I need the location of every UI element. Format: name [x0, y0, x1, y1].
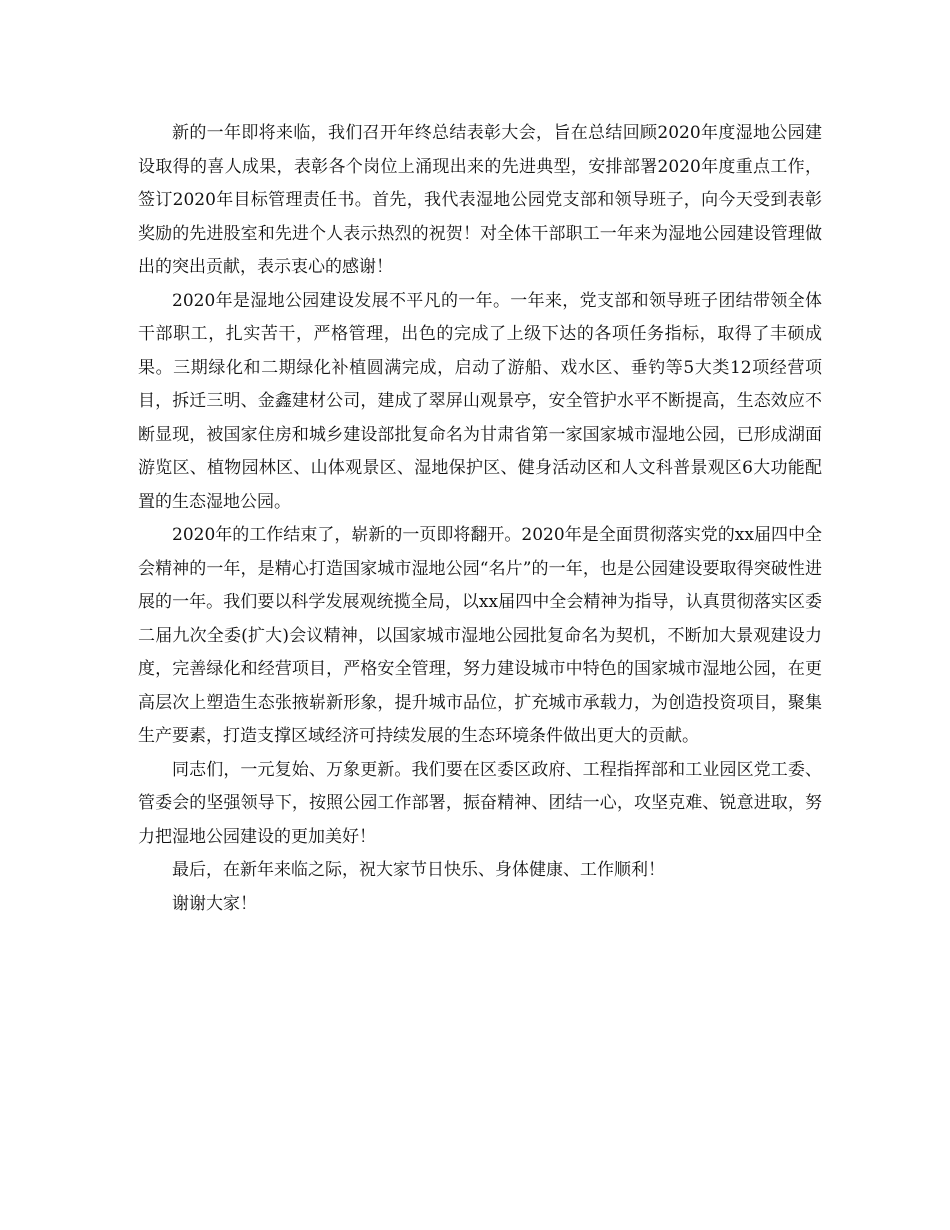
paragraph-thanks: 谢谢大家！ [172, 893, 257, 914]
paragraph-new-year-wishes: 最后，在新年来临之际，祝大家节日快乐、身体健康、工作顺利！ [172, 860, 665, 880]
paragraph-call-to-action: 同志们，一元复始、万象更新。我们要在区委区政府、工程指挥部和工业园区党工委、管委会的坚强领导下，按照公园工作部署，振奋精神、团结一心，攻坚克难、锐意进取，努力把湿地公园建设的更加美好！ [138, 759, 822, 847]
document-body [138, 117, 822, 921]
paragraph-achievements: 2020年是湿地公园建设发展不平凡的一年。一年来，党支部和领导班子团结带领全体干部职工，扎实苦干，严格管理，出色的完成了上级下达的各项任务指标，取得了丰硕成果。三期绿化和二期绿化补植圆满完成，启动了游船、戏水区、垂钓等5大类12项经营项目，拆迁三明、金鑫建材公司，建成了翠屏山观景亭，安全管护水平不断提高，生态效应不断显现，被国家住房和城乡建设部批复命名为甘肃省第一家国家城市湿地公园，已形成湖面游览区、植物园林区、山体观景区、湿地保护区、健身活动区和人文科普景观区6大功能配置的生态湿地公园。 [138, 290, 822, 512]
paragraph-outlook: 2020年的工作结束了，崭新的一页即将翻开。2020年是全面贯彻落实党的xx届四中全会精神的一年，是精心打造国家城市湿地公园“名片”的一年，也是公园建设要取得突破性进展的一年。我们要以科学发展观统揽全局，以xx届四中全会精神为指导，认真贯彻落实区委二届九次全委(扩大)会议精神，以国家城市湿地公园批复命名为契机，不断加大景观建设力度，完善绿化和经营项目，严格安全管理，努力建设城市中特色的国家城市湿地公园，在更高层次上塑造生态张掖崭新形象，提升城市品位，扩充城市承载力，为创造投资项目，聚集生产要素，打造支撑区域经济可持续发展的生态环境条件做出更大的贡献。 [138, 525, 822, 746]
paragraph-opening: 新的一年即将来临，我们召开年终总结表彰大会，旨在总结回顾2020年度湿地公园建设取得的喜人成果，表彰各个岗位上涌现出来的先进典型，安排部署2020年度重点工作，签订2020年目标管理责任书。首先，我代表湿地公园党支部和领导班子，向今天受到表彰奖励的先进股室和先进个人表示热烈的祝贺！对全体干部职工一年来为湿地公园建设管理做出的突出贡献，表示衷心的感谢！ [138, 123, 822, 277]
